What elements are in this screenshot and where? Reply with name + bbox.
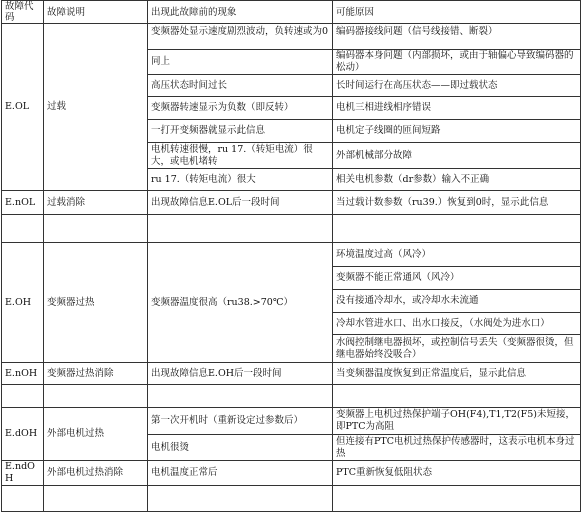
phenomenon-cell: 第一次开机时（重新设定过参数后） <box>148 408 333 435</box>
table-row <box>2 461 581 486</box>
cause-cell: 编码器接线问题（信号线接错、断裂） <box>333 24 581 50</box>
table-row <box>2 215 581 243</box>
empty-cell <box>2 486 44 512</box>
cause-cell: 电机三相进线相序错误 <box>333 97 581 120</box>
phenomenon-cell: 同上 <box>148 50 333 75</box>
table-row <box>2 191 581 215</box>
empty-cell <box>333 385 581 408</box>
phenomenon-cell: 高压状态时间过长 <box>148 75 333 97</box>
cause-cell: 环境温度过高（风冷） <box>333 243 581 267</box>
cause-cell: 相关电机参数（dr参数）输入不正确 <box>333 169 581 191</box>
cause-cell: 变频器不能正常通风（风冷） <box>333 267 581 290</box>
table-row <box>2 24 581 50</box>
phenomenon-cell: 电机转速很慢，ru 17.（转矩电流）很大，或电机堵转 <box>148 143 333 169</box>
empty-cell <box>2 215 44 243</box>
fault-description-cell: 外部电机过热 <box>44 408 148 461</box>
header-phenomenon: 出现此故障前的现象 <box>148 1 333 24</box>
cause-cell: 变频器上电机过热保护端子OH(F4),T1,T2(F5)未短接，即PTC为高阻 <box>333 408 581 435</box>
fault-description-cell: 变频器过热消除 <box>44 363 148 385</box>
phenomenon-cell: 变频器温度很高（ru38.>70℃） <box>148 243 333 363</box>
cause-cell: 冷却水管进水口、出水口接反，（水阀处为进水口） <box>333 313 581 335</box>
header-fault-description: 故障说明 <box>44 1 148 24</box>
empty-cell <box>148 486 333 512</box>
cause-cell: 水阀控制继电器损坏，或控制信号丢失（变频器很烫，但继电器始终没吸合） <box>333 335 581 363</box>
fault-code-table <box>1 0 581 512</box>
fault-description-cell: 过载 <box>44 24 148 191</box>
phenomenon-cell: 出现故障信息E.OH后一段时间 <box>148 363 333 385</box>
fault-code-cell: E.ndOH <box>2 461 44 486</box>
table-row <box>2 363 581 385</box>
table-row <box>2 486 581 512</box>
phenomenon-cell: 变频器处显示速度剧烈波动，负转速或为0 <box>148 24 333 50</box>
empty-cell <box>44 215 148 243</box>
cause-cell: 当过载计数参数（ru39.）恢复到0时，显示此信息 <box>333 191 581 215</box>
phenomenon-cell: 出现故障信息E.OL后一段时间 <box>148 191 333 215</box>
cause-cell: 但连接有PTC电机过热保护传感器时，这表示电机本身过热 <box>333 435 581 461</box>
empty-cell <box>333 486 581 512</box>
empty-cell <box>2 385 44 408</box>
fault-code-cell: E.OL <box>2 24 44 191</box>
empty-cell <box>148 385 333 408</box>
cause-cell: 外部机械部分故障 <box>333 143 581 169</box>
empty-cell <box>44 486 148 512</box>
cause-cell: 没有接通冷却水，或冷却水未流通 <box>333 290 581 313</box>
header-row <box>2 1 581 24</box>
fault-code-cell: E.dOH <box>2 408 44 461</box>
phenomenon-cell: ru 17.（转矩电流）很大 <box>148 169 333 191</box>
phenomenon-cell: 电机温度正常后 <box>148 461 333 486</box>
empty-cell <box>44 385 148 408</box>
cause-cell: 电机定子线圈的匝间短路 <box>333 120 581 143</box>
phenomenon-cell: 一打开变频器就显示此信息 <box>148 120 333 143</box>
fault-description-cell: 变频器过热 <box>44 243 148 363</box>
fault-code-cell: E.OH <box>2 243 44 363</box>
cause-cell: PTC重新恢复低阻状态 <box>333 461 581 486</box>
fault-description-cell: 外部电机过热消除 <box>44 461 148 486</box>
header-fault-code: 故障代码 <box>2 1 44 24</box>
table-row <box>2 243 581 267</box>
cause-cell: 当变频器温度恢复到正常温度后，显示此信息 <box>333 363 581 385</box>
fault-code-cell: E.nOH <box>2 363 44 385</box>
fault-description-cell: 过载消除 <box>44 191 148 215</box>
cause-cell: 编码器本身问题（内部损坏，或由于轴偏心导致编码器的松动） <box>333 50 581 75</box>
empty-cell <box>333 215 581 243</box>
table-row <box>2 385 581 408</box>
empty-cell <box>148 215 333 243</box>
table-row <box>2 408 581 435</box>
phenomenon-cell: 变频器转速显示为负数（即反转） <box>148 97 333 120</box>
header-possible-cause: 可能原因 <box>333 1 581 24</box>
fault-code-cell: E.nOL <box>2 191 44 215</box>
phenomenon-cell: 电机很烫 <box>148 435 333 461</box>
cause-cell: 长时间运行在高压状态——即过载状态 <box>333 75 581 97</box>
